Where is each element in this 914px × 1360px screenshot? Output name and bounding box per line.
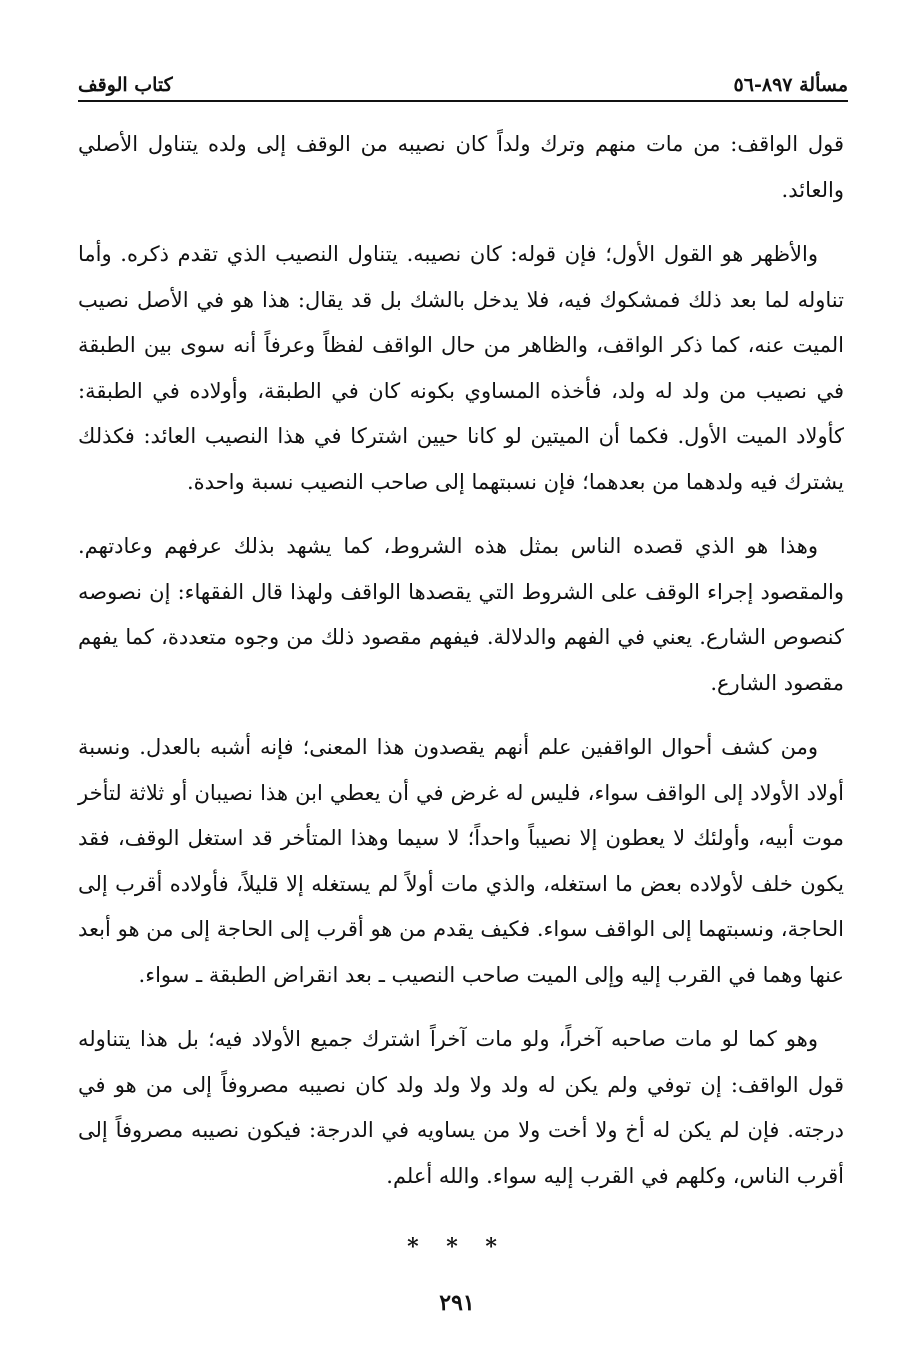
page-number: ٢٩١ [439, 1290, 475, 1316]
book-title: كتاب الوقف [78, 74, 173, 96]
section-ornament: * * * [407, 1234, 507, 1260]
paragraph: وهذا هو الذي قصده الناس بمثل هذه الشروط، كما يشهد بذلك عرفهم وعادتهم. والمقصود إجراء الوقف على الشروط التي يقصدها الواقف ولهذا قال الفقهاء: إن نصوصه كنصوص الشارع. يعني في الفهم والدلالة. فيفهم مقصود ذلك من وجوه متعددة، كما يفهم مقصود الشارع. [78, 534, 844, 695]
running-header [78, 62, 848, 96]
page-body [78, 122, 844, 1218]
issue-number: مسألة ٨٩٧-٥٦ [733, 74, 848, 96]
header-divider [78, 100, 848, 102]
paragraph: وهو كما لو مات صاحبه آخراً، ولو مات آخراً اشترك جميع الأولاد فيه؛ بل هذا يتناوله قول الواقف: إن توفي ولم يكن له ولد ولا ولد ولد كان نصيبه مصروفاً إلى من هو في درجته. فإن لم يكن له أخ ولا أخت ولا من يساويه في الدرجة: فيكون نصيبه مصروفاً إلى أقرب الناس، وكلهم في القرب إليه سواء. والله أعلم. [78, 1027, 844, 1188]
paragraph: والأظهر هو القول الأول؛ فإن قوله: كان نصيبه. يتناول النصيب الذي تقدم ذكره. وأما تناوله لما بعد ذلك فمشكوك فيه، فلا يدخل بالشك بل قد يقال: هذا هو في الأصل نصيب الميت عنه، كما ذكر الواقف، والظاهر من حال الواقف لفظاً وعرفاً أنه سوى بين الطبقة في نصيب من ولد له ولد، فأخذه المساوي بكونه كان في الطبقة، وأولاده في الطبقة: كأولاد الميت الأول. فكما أن الميتين لو كانا حيين اشتركا في هذا النصيب العائد: فكذلك يشترك فيه ولدهما من بعدهما؛ فإن نسبتهما إلى صاحب النصيب نسبة واحدة. [78, 242, 844, 494]
paragraph: قول الواقف: من مات منهم وترك ولداً كان نصيبه من الوقف إلى ولده يتناول الأصلي والعائد. [78, 132, 844, 202]
paragraph: ومن كشف أحوال الواقفين علم أنهم يقصدون هذا المعنى؛ فإنه أشبه بالعدل. ونسبة أولاد الأولاد إلى الواقف سواء، فليس له غرض في أن يعطي ابن هذا نصيبان أو ثلاثة لتأخر موت أبيه، وأولئك لا يعطون إلا نصيباً واحداً؛ لا سيما وهذا المتأخر قد استغل الوقف، فقد يكون خلف لأولاده بعض ما استغله، والذي مات أولاً لم يستغله إلا قليلاً، فأولاده أقرب إلى الحاجة، ونسبتهما إلى الواقف سواء. فكيف يقدم من هو أقرب إلى الحاجة إلى من هو أبعد عنها وهما في القرب إليه وإلى الميت صاحب النصيب ـ بعد انقراض الطبقة ـ سواء. [78, 735, 844, 987]
